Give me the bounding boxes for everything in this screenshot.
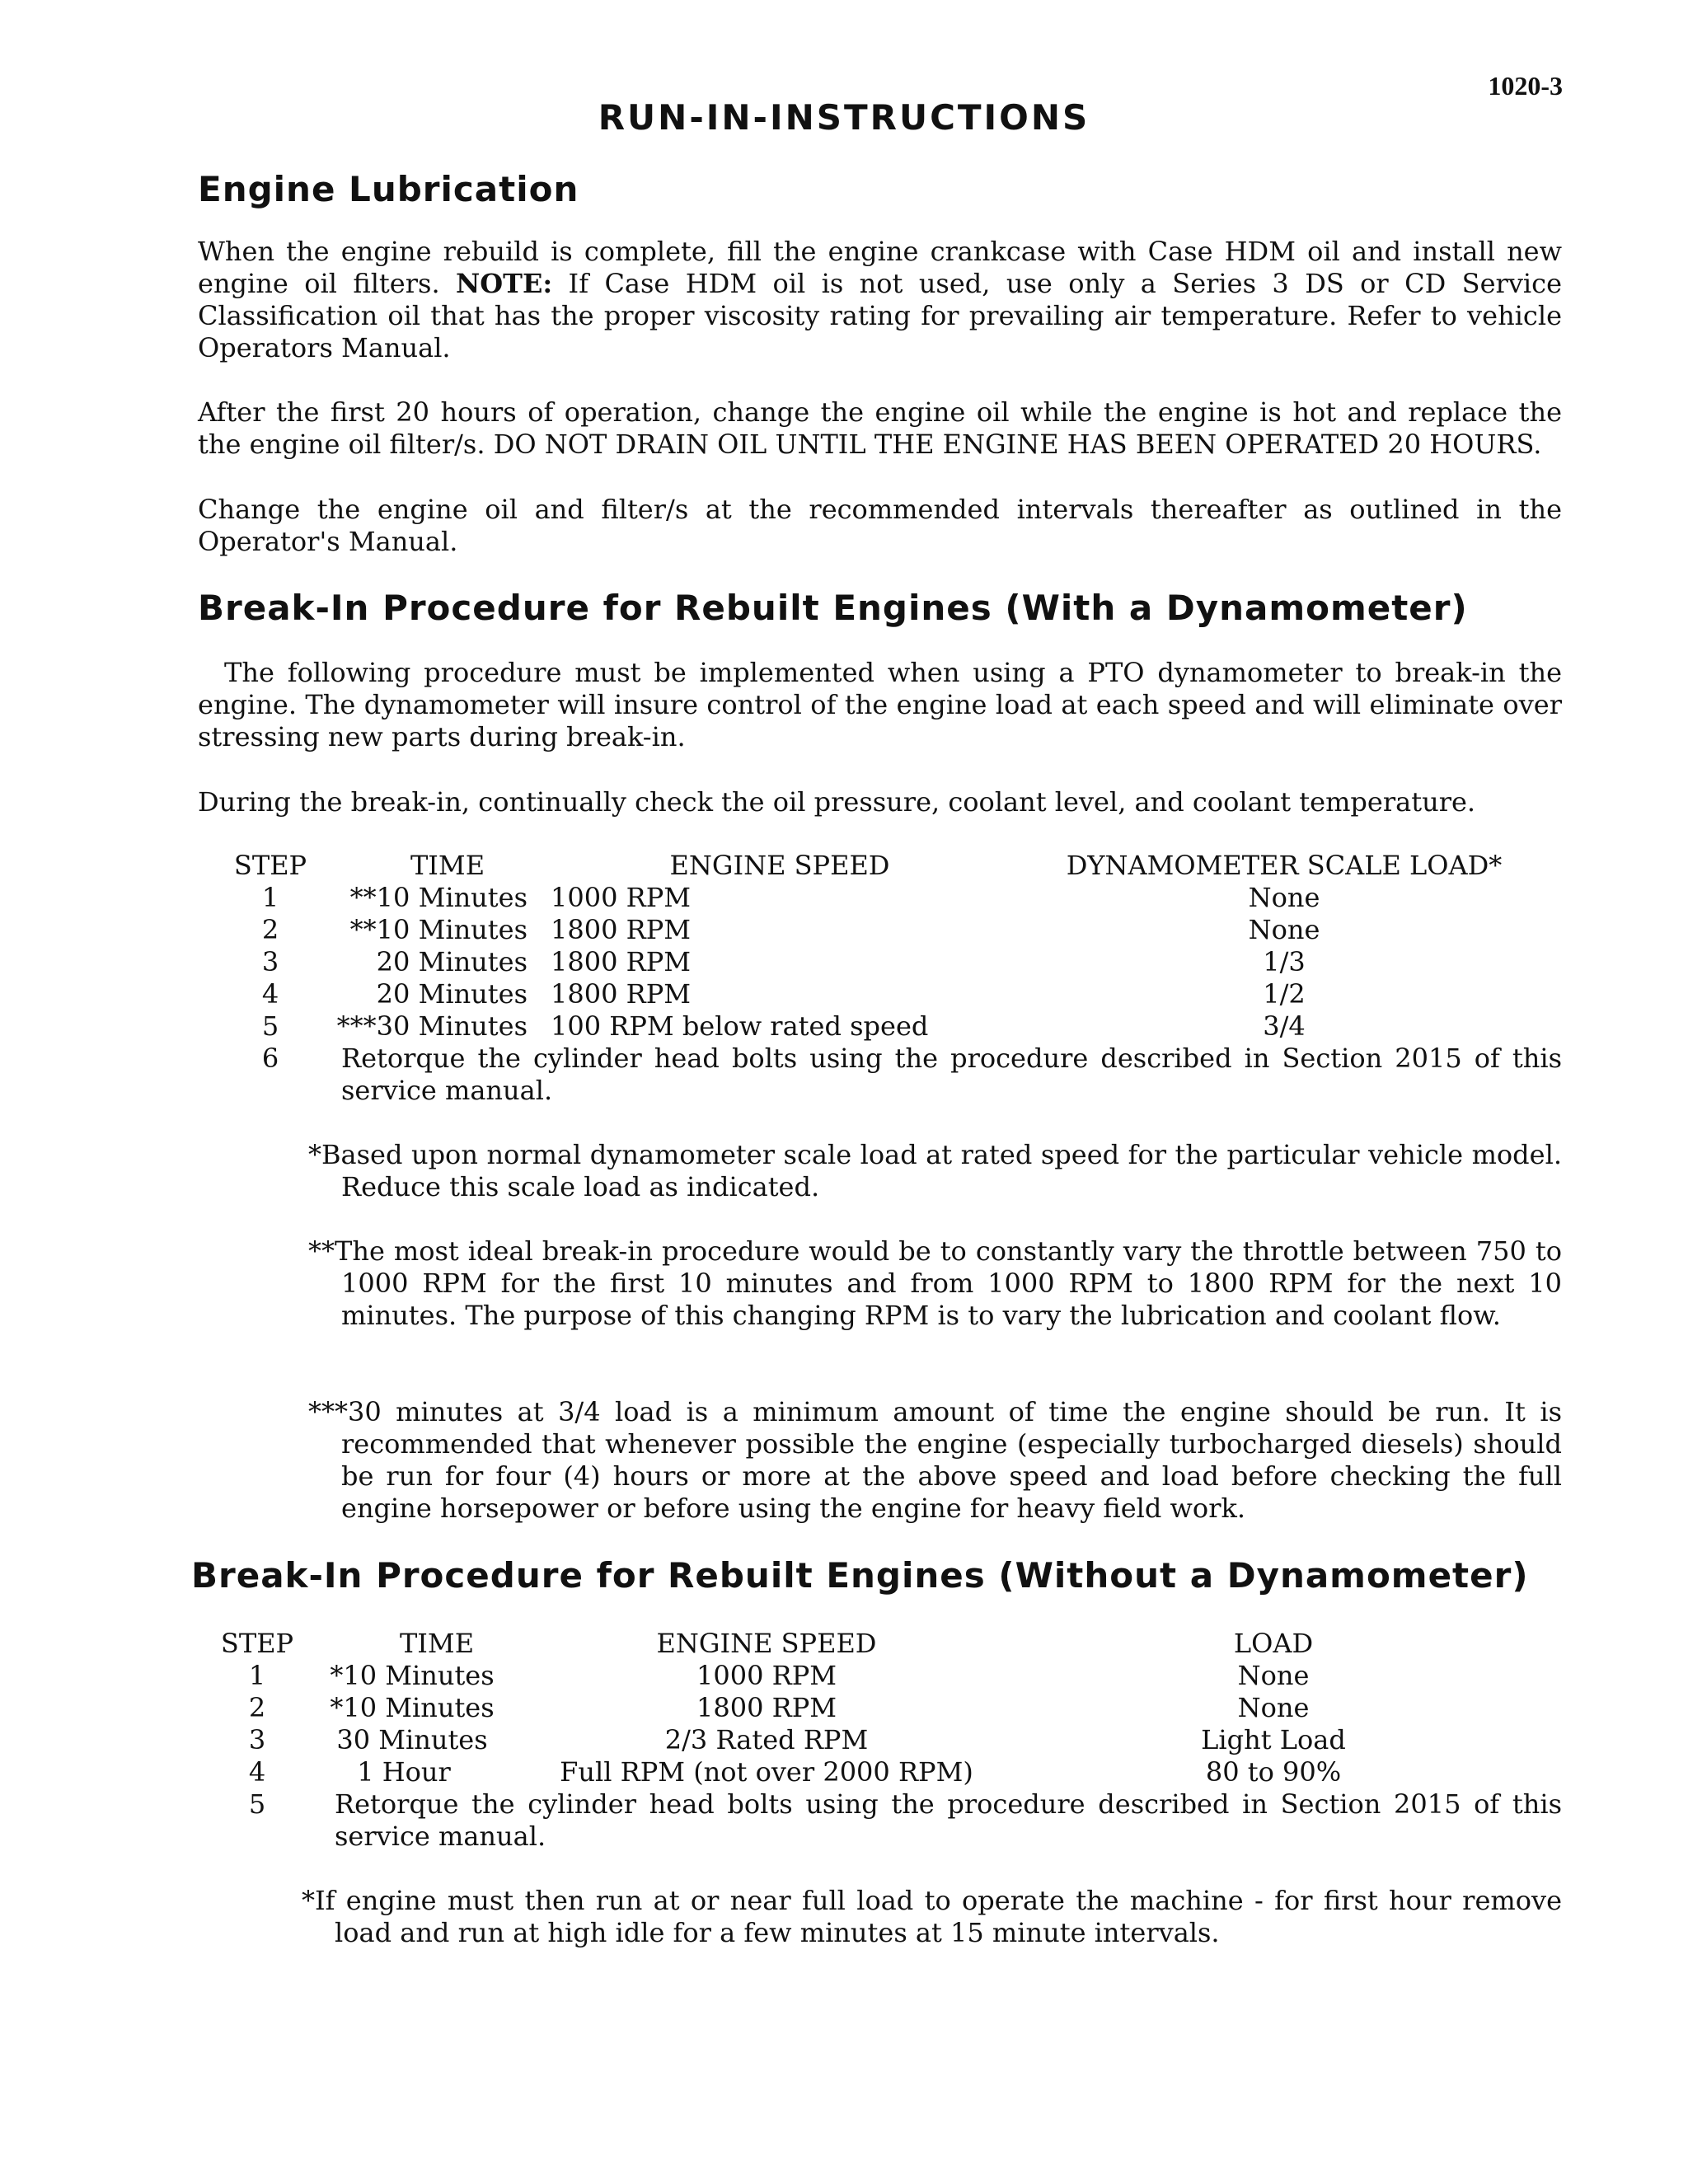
cell-time: 20 Minutes xyxy=(376,978,528,1010)
cell-speed: 1000 RPM xyxy=(696,1660,837,1691)
cell-time: 20 Minutes xyxy=(376,946,528,977)
page-title: RUN-IN-INSTRUCTIONS xyxy=(598,97,1090,138)
nodyno-note-1: *If engine must then run at or near full load to operate the machine - for first hour remove load and run at high idle for a few minutes at 15 minute intervals. xyxy=(302,1885,1562,1948)
cell-load: Light Load xyxy=(1201,1724,1346,1755)
cell-time: **10 Minutes xyxy=(349,882,528,913)
header-step: STEP xyxy=(220,1628,294,1659)
cell-load: 3/4 xyxy=(1263,1010,1306,1042)
cell-step: 4 xyxy=(261,978,279,1010)
lubrication-paragraph-3: Change the engine oil and filter/s at the recommended intervals thereafter as outlined in the Operator's Manual. xyxy=(198,494,1562,557)
cell-speed: 2/3 Rated RPM xyxy=(664,1724,869,1755)
cell-load: None xyxy=(1248,914,1320,945)
heading-break-in-without-dyno: Break-In Procedure for Rebuilt Engines (Without a Dynamometer) xyxy=(191,1555,1529,1596)
step-6-text: Retorque the cylinder head bolts using the procedure described in Section 2015 of this service manual. xyxy=(341,1043,1562,1106)
dyno-note-2: **The most ideal break-in procedure would be to constantly vary the throttle between 750 to 1000 RPM for the first 10 minutes and from 1000 RPM to 1800 RPM for the next 10 minutes. The purpose of this changing RPM is to vary the lubrication and coolant flow. xyxy=(308,1235,1562,1331)
header-dyno-load: DYNAMOMETER SCALE LOAD* xyxy=(1066,850,1503,881)
cell-load: None xyxy=(1248,882,1320,913)
dyno-paragraph-2: During the break-in, continually check the oil pressure, coolant level, and coolant temperature. xyxy=(198,786,1476,818)
cell-step: 5 xyxy=(261,1010,279,1042)
header-engine-speed: ENGINE SPEED xyxy=(656,1628,877,1659)
cell-time: ***30 Minutes xyxy=(336,1010,528,1042)
cell-step: 3 xyxy=(248,1724,266,1755)
cell-speed: 1800 RPM xyxy=(551,914,691,945)
dyno-paragraph-1: The following procedure must be implemented when using a PTO dynamometer to break-in the engine. The dynamometer will insure control of the engine load at each speed and will eliminate over stressing new parts during break-in. xyxy=(198,657,1562,752)
heading-engine-lubrication: Engine Lubrication xyxy=(198,169,579,209)
cell-load: None xyxy=(1237,1692,1310,1723)
lubrication-paragraph-1 xyxy=(198,236,1562,364)
cell-step: 6 xyxy=(261,1043,279,1074)
header-engine-speed: ENGINE SPEED xyxy=(669,850,890,881)
header-load: LOAD xyxy=(1233,1628,1314,1659)
dyno-note-1: *Based upon normal dynamometer scale load at rated speed for the particular vehicle model. Reduce this scale load as indicated. xyxy=(308,1139,1562,1202)
cell-load: 1/2 xyxy=(1263,978,1306,1010)
header-step: STEP xyxy=(233,850,307,881)
cell-time: 30 Minutes xyxy=(336,1724,488,1755)
cell-speed: 1800 RPM xyxy=(551,978,691,1010)
header-time: TIME xyxy=(410,850,485,881)
cell-load: 1/3 xyxy=(1263,946,1306,977)
cell-time: *10 Minutes xyxy=(330,1660,495,1691)
cell-time: *10 Minutes xyxy=(330,1692,495,1723)
dyno-note-3: ***30 minutes at 3/4 load is a minimum amount of time the engine should be run. It is recommended that whenever possible the engine (especially turbocharged diesels) should be run for four (4) hours or more at the above speed and load before checking the full engine horsepower or before using the engine for heavy field work. xyxy=(308,1396,1562,1524)
cell-speed: 1800 RPM xyxy=(551,946,691,977)
cell-speed: 1800 RPM xyxy=(696,1692,837,1723)
cell-step: 3 xyxy=(261,946,279,977)
cell-step: 5 xyxy=(248,1788,266,1820)
lubrication-paragraph-2: After the first 20 hours of operation, change the engine oil while the engine is hot and replace the the engine oil filter/s. DO NOT DRAIN OIL UNTIL THE ENGINE HAS BEEN OPERATED 20 HOURS. xyxy=(198,396,1562,460)
heading-break-in-with-dyno: Break-In Procedure for Rebuilt Engines (With a Dynamometer) xyxy=(198,588,1468,628)
cell-step: 1 xyxy=(248,1660,266,1691)
cell-step: 2 xyxy=(261,914,279,945)
note-label: NOTE: xyxy=(456,268,553,299)
cell-load: None xyxy=(1237,1660,1310,1691)
cell-step: 2 xyxy=(248,1692,266,1723)
lubrication-p1-a: When the engine rebuild is complete, fill the engine crankcase with Case HDM oil and install new engine oil filters. xyxy=(198,236,1562,299)
cell-step: 1 xyxy=(261,882,279,913)
cell-speed: 1000 RPM xyxy=(551,882,691,913)
lubrication-p1-b: If Case HDM oil is not used, use only a Series 3 DS or CD Service Classification oil that has the proper viscosity rating for prevailing air temperature. Refer to vehicle Operators Manual. xyxy=(198,268,1563,363)
header-time: TIME xyxy=(399,1628,475,1659)
cell-step: 4 xyxy=(248,1756,266,1788)
cell-load: 80 to 90% xyxy=(1205,1756,1342,1788)
cell-time: **10 Minutes xyxy=(349,914,528,945)
cell-speed: 100 RPM below rated speed xyxy=(551,1010,929,1042)
page-number: 1020-3 xyxy=(1488,71,1563,101)
cell-speed: Full RPM (not over 2000 RPM) xyxy=(560,1756,973,1788)
cell-time: 1 Hour xyxy=(357,1756,451,1788)
step-5-text: Retorque the cylinder head bolts using the procedure described in Section 2015 of this service manual. xyxy=(335,1788,1562,1852)
